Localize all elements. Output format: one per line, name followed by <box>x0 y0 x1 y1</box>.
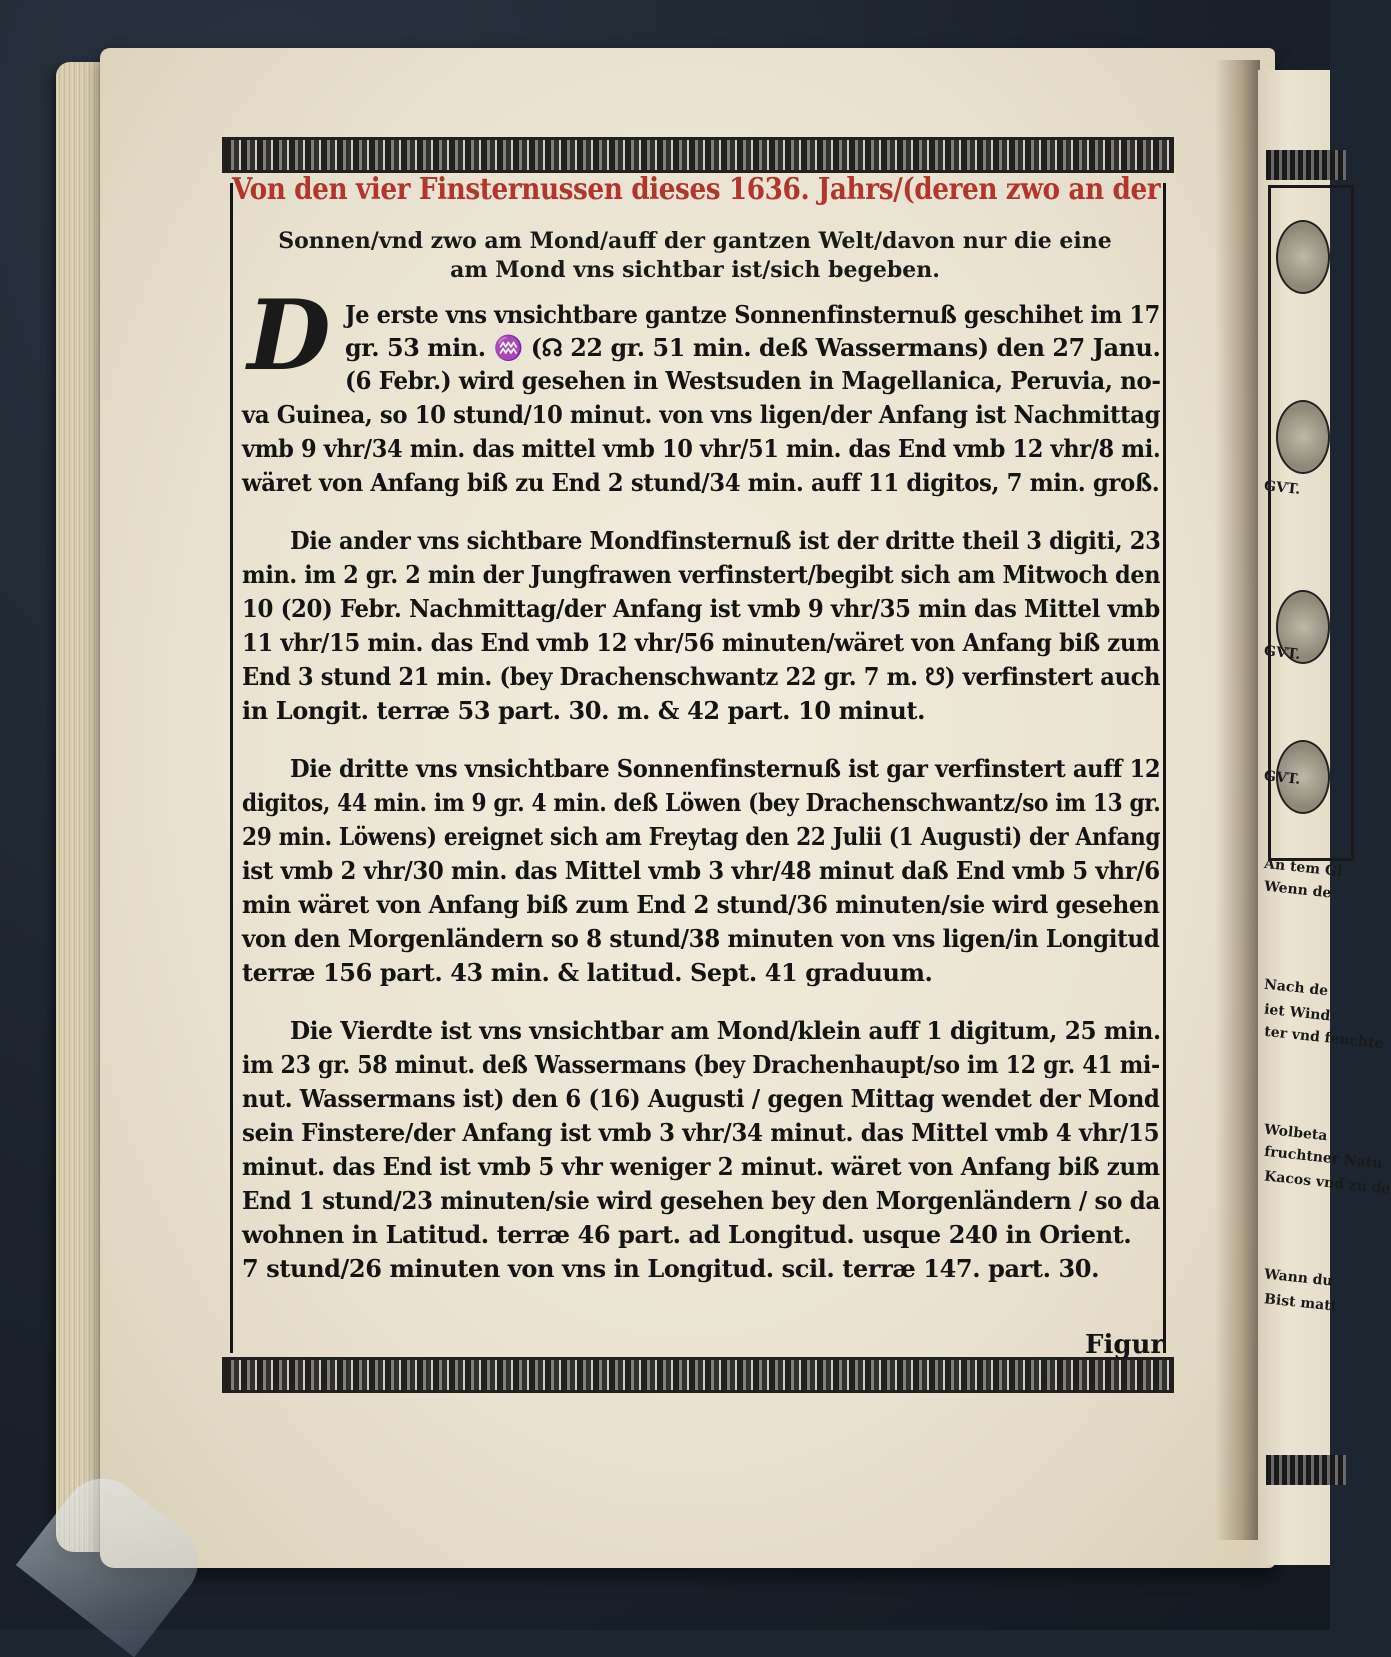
text-line: (6 Febr.) wird gesehen in Westsuden in Magellanica, Peruvia, no- <box>345 366 1161 395</box>
ornament-border-top <box>222 137 1174 173</box>
text-line: End 1 stund/23 minuten/sie wird gesehen bey den Morgenländern / so da <box>242 1186 1160 1215</box>
text-line: sein Finstere/der Anfang ist vmb 3 vhr/34 minut. das Mittel vmb 4 vhr/15 <box>242 1118 1160 1147</box>
text-line: minut. das End ist vmb 5 vhr weniger 2 minut. wäret von Anfang biß zum <box>242 1152 1160 1181</box>
facing-ornament-top <box>1266 150 1346 180</box>
decorated-initial: D <box>247 279 331 392</box>
text-line: gr. 53 min. ♒ (☊ 22 gr. 51 min. deß Wassermans) den 27 Janu. <box>345 333 1161 362</box>
text-line: min. im 2 gr. 2 min der Jungfrawen verfinstert/begibt sich am Mitwoch den <box>242 560 1161 589</box>
facing-fragment: Wolbeta <box>1263 1121 1329 1145</box>
text-line: wäret von Anfang biß zu End 2 stund/34 min. auff 11 digitos, 7 min. groß. <box>242 468 1160 497</box>
text-line: End 3 stund 21 min. (bey Drachenschwantz 22 gr. 7 m. ☋) verfinstert auch <box>242 662 1161 691</box>
text-line: digitos, 44 min. im 9 gr. 4 min. deß Löwen (bey Drachenschwantz/so im 13 gr. <box>242 788 1161 817</box>
text-line: Je erste vns vnsichtbare gantze Sonnenfinsternuß geschihet im 17 <box>345 300 1160 329</box>
text-line: wohnen in Latitud. terræ 46 part. ad Longitud. usque 240 in Orient. <box>242 1220 1132 1249</box>
catchword: Figur <box>1085 1330 1165 1360</box>
facing-fragment: Bist matt <box>1263 1291 1338 1315</box>
facing-fragment: Kacos vnd zu de <box>1263 1168 1391 1198</box>
ornament-border-bottom <box>222 1357 1174 1393</box>
facing-medallion <box>1276 220 1330 294</box>
text-line: 10 (20) Febr. Nachmittag/der Anfang ist vmb 9 vhr/35 min das Mittel vmb <box>242 594 1160 623</box>
text-line: in Longit. terræ 53 part. 30. m. & 42 part. 10 minut. <box>242 696 926 725</box>
facing-label: GVT. <box>1263 643 1302 663</box>
facing-fragment: ter vnd feuchte <box>1263 1023 1385 1053</box>
chapter-title: Von den vier Finsternussen dieses 1636. Jahrs/(deren zwo an der <box>232 172 1161 207</box>
text-line: im 23 gr. 58 minut. deß Wassermans (bey Drachenhaupt/so im 12 gr. 41 mi- <box>242 1050 1160 1079</box>
facing-label: GVT. <box>1263 768 1302 788</box>
facing-fragment: Wann du <box>1263 1266 1334 1290</box>
facing-page <box>1258 70 1391 1565</box>
text-line: va Guinea, so 10 stund/10 minut. von vns ligen/der Anfang ist Nachmittag <box>242 400 1161 429</box>
text-line: 11 vhr/15 min. das End vmb 12 vhr/56 minuten/wäret von Anfang biß zum <box>242 628 1160 657</box>
text-line: min wäret von Anfang biß zum End 2 stund/36 minuten/sie wird gesehen <box>242 890 1160 919</box>
text-line: Die Vierdte ist vns vnsichtbar am Mond/klein auff 1 digitum, 25 min. <box>290 1016 1161 1045</box>
facing-fragment: fruchtner Natu <box>1263 1143 1384 1173</box>
text-line: ist vmb 2 vhr/30 min. das Mittel vmb 3 vhr/48 minut daß End vmb 5 vhr/6 <box>242 856 1160 885</box>
text-line: 29 min. Löwens) ereignet sich am Freytag den 22 Julii (1 Augusti) der Anfang <box>242 822 1161 851</box>
facing-ornament-bottom <box>1266 1455 1346 1485</box>
text-line: von den Morgenländern so 8 stund/38 minuten von vns ligen/in Longitud <box>242 924 1160 953</box>
text-line: Die ander vns sichtbare Mondfinsternuß ist der dritte theil 3 digiti, 23 <box>290 526 1161 555</box>
facing-label: GVT. <box>1263 478 1302 498</box>
subtitle-line: am Mond vns sichtbar ist/sich begeben. <box>450 257 940 283</box>
facing-fragment: iet Wind <box>1263 1001 1331 1025</box>
text-line: 7 stund/26 minuten von vns in Longitud. scil. terræ 147. part. 30. <box>242 1254 1100 1283</box>
book-gutter <box>1215 60 1260 1540</box>
facing-fragment: An tem Gl <box>1263 855 1343 881</box>
text-line: nut. Wassermans ist) den 6 (16) Augusti / gegen Mittag wendet der Mond <box>242 1084 1160 1113</box>
subtitle-line: Sonnen/vnd zwo am Mond/auff der gantzen Welt/davon nur die eine <box>278 228 1112 254</box>
text-line: vmb 9 vhr/34 min. das mittel vmb 10 vhr/51 min. das End vmb 12 vhr/8 mi. <box>242 434 1161 463</box>
text-line: Die dritte vns vnsichtbare Sonnenfinsternuß ist gar verfinstert auff 12 <box>290 754 1161 783</box>
facing-fragment: Wenn de <box>1263 878 1333 902</box>
text-line: terræ 156 part. 43 min. & latitud. Sept. 41 graduum. <box>242 958 933 987</box>
facing-medallion <box>1276 400 1330 474</box>
facing-fragment: Nach de <box>1263 976 1329 1000</box>
